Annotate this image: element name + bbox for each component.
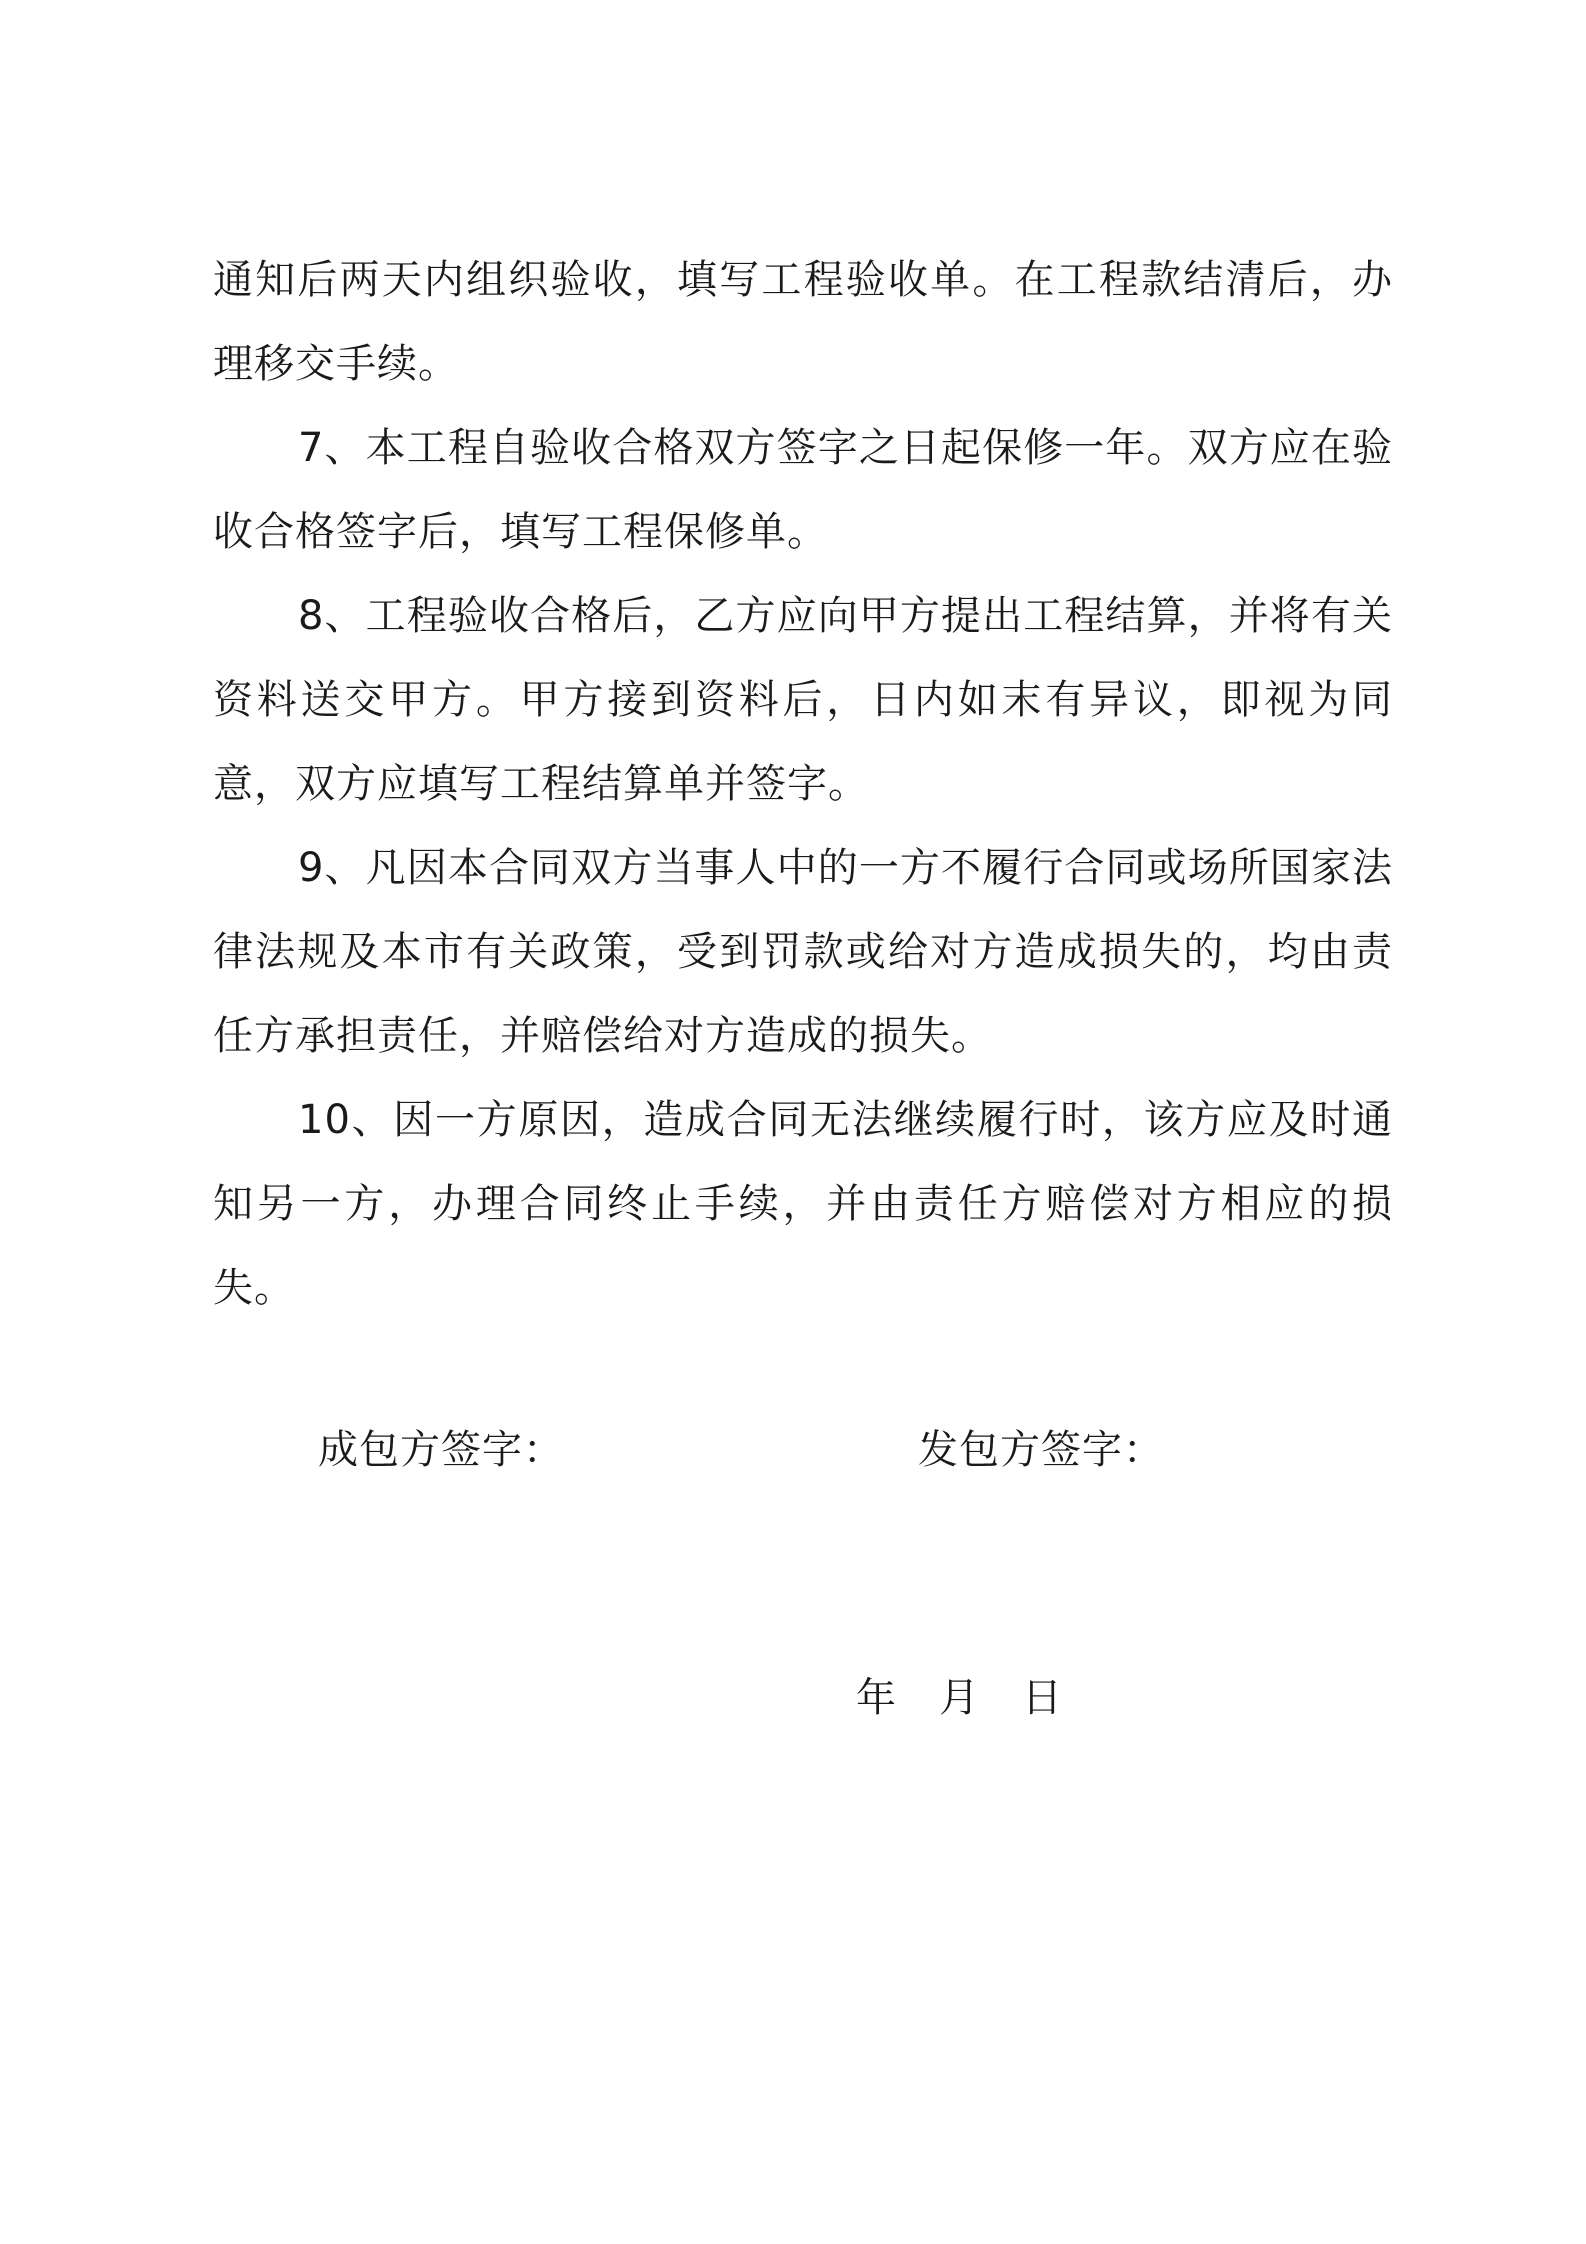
date-day-label: 日 bbox=[1022, 1675, 1063, 1721]
paragraph-clause-10: 10、因一方原因，造成合同无法继续履行时，该方应及时通知另一方，办理合同终止手续，并由责任方赔偿对方相应的损失。 bbox=[213, 1097, 1393, 1311]
paragraph-clause-9: 9、凡因本合同双方当事人中的一方不履行合同或场所国家法律法规及本市有关政策，受到罚款或给对方造成损失的，均由责任方承担责任，并赔偿给对方造成的损失。 bbox=[213, 845, 1393, 1059]
paragraph-clause-7: 7、本工程自验收合格双方签字之日起保修一年。双方应在验收合格签字后，填写工程保修单。 bbox=[213, 425, 1393, 555]
date-line bbox=[856, 1670, 1063, 1726]
paragraph-continuation: 通知后两天内组织验收，填写工程验收单。在工程款结清后，办理移交手续。 bbox=[213, 257, 1393, 387]
paragraph-clause-8: 8、工程验收合格后，乙方应向甲方提出工程结算，并将有关资料送交甲方。甲方接到资料后，日内如末有异议，即视为同意，双方应填写工程结算单并签字。 bbox=[213, 593, 1393, 807]
employer-signature-label: 发包方签字： bbox=[918, 1427, 1164, 1473]
date-year-label: 年 bbox=[856, 1675, 897, 1721]
contractor-signature-label: 成包方签字： bbox=[318, 1427, 564, 1473]
date-month-label: 月 bbox=[939, 1675, 980, 1721]
contract-body bbox=[213, 238, 1393, 1330]
